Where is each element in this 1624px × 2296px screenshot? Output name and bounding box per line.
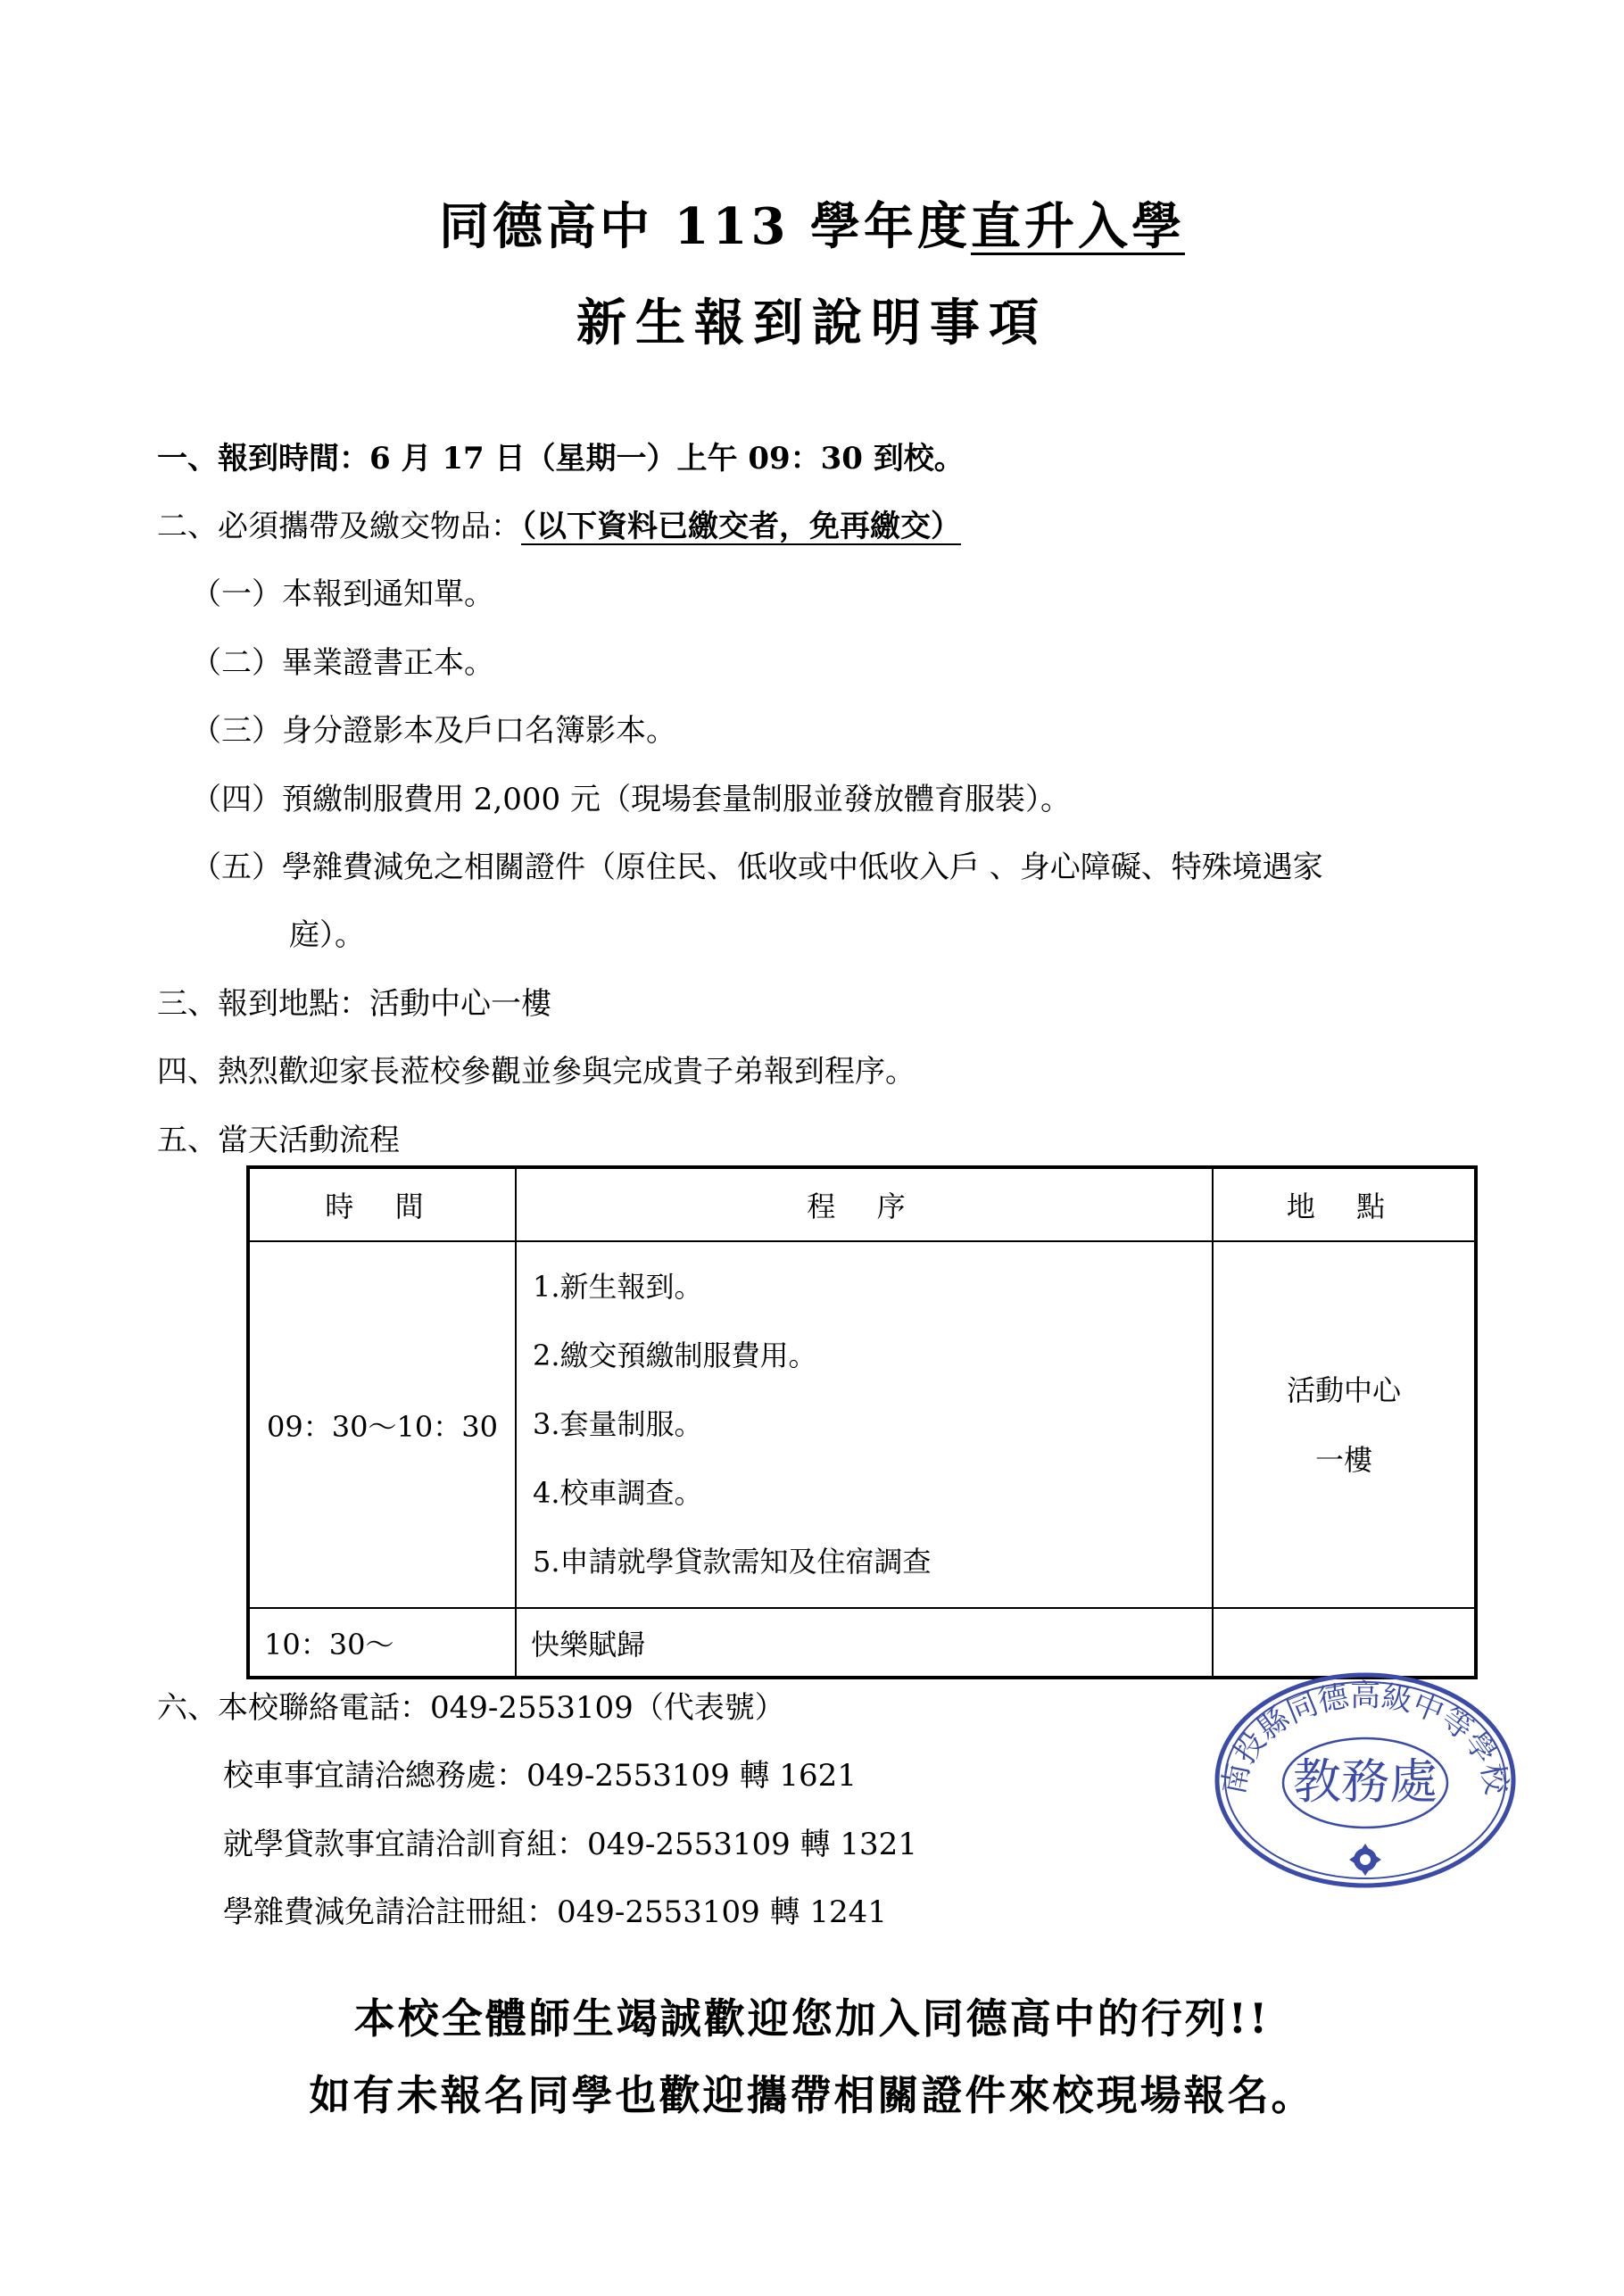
location-line-1: 活動中心: [1286, 1372, 1401, 1407]
sub-item-3: （三）身分證影本及戶口名簿影本。: [191, 713, 676, 749]
row2-time: 10：30～: [248, 1608, 516, 1678]
page-subtitle: 新生報到說明事項: [576, 294, 1048, 352]
seal-emblem-icon: [1349, 1844, 1381, 1876]
table-row: [248, 1241, 1476, 1608]
header-time: 時 間: [248, 1167, 516, 1241]
step-2: 2.繳交預繳制服費用。: [533, 1339, 817, 1372]
item-required-items: [157, 501, 961, 545]
row1-time: 09：30～10：30: [248, 1241, 516, 1608]
row1-steps: [516, 1241, 1213, 1608]
sub-item-2: （二）畢業證書正本。: [191, 645, 494, 681]
table-header-row: [248, 1167, 1476, 1241]
step-3: 3.套量制服。: [533, 1407, 703, 1441]
contact-fee: 學雜費減免請洽註冊組：049-2553109 轉 1241: [223, 1894, 887, 1930]
item-report-time: 一、報到時間：6 月 17 日（星期一）上午 09：30 到校。: [157, 441, 965, 477]
closing-line-2: 如有未報名同學也歡迎攜帶相關證件來校現場報名。: [309, 2071, 1315, 2119]
item-required-note: （以下資料已繳交者，免再繳交）: [521, 509, 961, 544]
title-text: 同德高中 113 學年度: [439, 197, 971, 256]
closing-line-1: 本校全體師生竭誠歡迎您加入同德高中的行列!!: [353, 1994, 1271, 2043]
seal-center-text: 教務處: [1293, 1753, 1438, 1810]
sub-item-1: （一）本報到通知單。: [191, 576, 494, 612]
step-4: 4.校車調查。: [533, 1476, 703, 1510]
sub-item-5-cont: 庭）。: [289, 917, 365, 953]
header-location: 地 點: [1213, 1167, 1476, 1241]
title-underlined: 直升入學: [970, 197, 1185, 256]
seal-arc-text: 南投縣同德高級中等學校: [1215, 1678, 1515, 1798]
schedule-table: [246, 1165, 1478, 1679]
item-schedule-heading: 五、當天活動流程: [157, 1123, 400, 1158]
page-title: [0, 187, 1624, 259]
seal-stamp: [1209, 1669, 1521, 1892]
contact-loan: 就學貸款事宜請洽訓育組：049-2553109 轉 1321: [223, 1827, 917, 1862]
step-1: 1.新生報到。: [533, 1270, 703, 1304]
contact-main: 六、本校聯絡電話：049-2553109（代表號）: [157, 1690, 785, 1726]
row1-location: [1213, 1241, 1476, 1608]
row2-step: 快樂賦歸: [516, 1608, 1213, 1678]
step-5: 5.申請就學貸款需知及住宿調查: [533, 1545, 932, 1579]
header-program: 程 序: [516, 1167, 1213, 1241]
row2-location: [1213, 1608, 1476, 1678]
sub-item-5: （五）學雜費減免之相關證件（原住民、低收或中低收入戶 、身心障礙、特殊境遇家: [191, 850, 1323, 885]
table-row: [248, 1608, 1476, 1678]
contact-bus: 校車事宜請洽總務處：049-2553109 轉 1621: [223, 1758, 857, 1794]
location-line-2: 一樓: [1314, 1442, 1372, 1477]
item-welcome: 四、熱烈歡迎家長蒞校參觀並參與完成貴子弟報到程序。: [157, 1054, 916, 1090]
sub-item-4: （四）預繳制服費用 2,000 元（現場套量制服並發放體育服裝）。: [191, 782, 1071, 817]
item-location: 三、報到地點：活動中心一樓: [157, 986, 551, 1022]
item-required-label: 二、必須攜帶及繳交物品：: [157, 509, 521, 544]
